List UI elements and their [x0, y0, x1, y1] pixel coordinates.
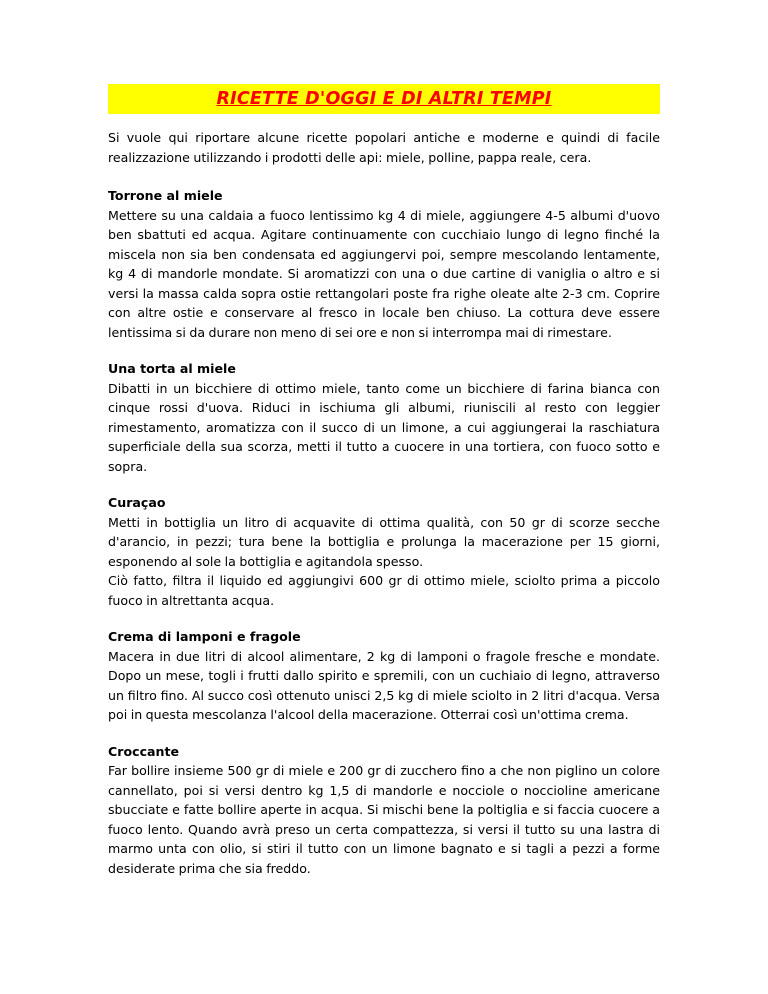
recipe-text: Mettere su una caldaia a fuoco lentissimo kg 4 di miele, aggiungere 4-5 albumi d'uovo ben sbattuti ed acqua. Agitare continuamente con cucchiaio lungo di legno finché la miscela non sia ben condensata ed aggiungervi poi, sempre mescolando lentamente, kg 4 di mandorle mondate. Si aromatizzi con una o due cartine di vaniglia o altro e si versi la massa calda sopra ostie rettangolari poste fra righe oleate alte 2-3 cm. Coprire con altre ostie e conservare al fresco in locale ben chiuso. La cottura deve essere lentissima si da durare non meno di sei ore e non si interrompa mai di rimestare.	[108, 207, 660, 340]
recipe-text: Macera in due litri di alcool alimentare, 2 kg di lamponi o fragole fresche e mondate. Dopo un mese, togli i frutti dallo spirito e spremili, con un cuchiaio di legno, attraverso un filtro fino. Al succo così ottenuto unisci 2,5 kg di miele sciolto in 2 litri d'acqua. Versa poi in questa mescolanza l'alcool della macerazione. Otterrai così un'ottima crema.	[108, 648, 660, 722]
recipe-title: Croccante	[108, 743, 180, 759]
document-title: RICETTE D'OGGI E DI ALTRI TEMPI	[216, 89, 552, 109]
recipe-curacao	[108, 493, 660, 610]
document-page	[108, 84, 660, 895]
recipe-text: Dibatti in un bicchiere di ottimo miele, tanto come un bicchiere di farina bianca con cinque rossi d'uova. Riduci in ischiuma gli albumi, riuniscili al resto con leggier rimestamento, aromatizza con il succo di un limone, a cui aggiungerai la raschiatura superficiale della sua scorza, metti il tutto a cuocere in una tortiera, con fuoco sotto e sopra.	[108, 380, 660, 474]
recipe-croccante	[108, 742, 660, 879]
recipe-crema	[108, 627, 660, 725]
recipe-title: Crema di lamponi e fragole	[108, 629, 301, 644]
title-banner	[108, 84, 660, 114]
recipe-torrone	[108, 186, 660, 342]
recipe-torta	[108, 359, 660, 476]
recipe-title: Una torta al miele	[108, 361, 236, 376]
recipe-text: Ciò fatto, filtra il liquido ed aggiungivi 600 gr di ottimo miele, sciolto prima a piccolo fuoco in altrettanta acqua.	[108, 573, 660, 608]
recipe-text: Far bollire insieme 500 gr di miele e 200 gr di zucchero fino a che non piglino un colore cannellato, poi si versi dentro kg 1,5 di mandorle e nocciole o noccioline americane sbucciate e fatte bollire aperte in acqua. Si mischi bene la poltiglia e si faccia cuocere a fuoco lento. Quando avrà preso un certa compattezza, si versi il tutto su una lastra di marmo unta con olio, si stiri il tutto con un limone bagnato e si tagli a pezzi a forme desiderate prima che sia freddo.	[108, 763, 660, 876]
recipe-title: Torrone al miele	[108, 188, 223, 203]
recipe-text: Metti in bottiglia un litro di acquavite di ottima qualità, con 50 gr di scorze secche d'arancio, in pezzi; tura bene la bottiglia e prolunga la macerazione per 15 giorni, esponendo al sole la bottiglia e agitandola spesso.	[108, 514, 660, 569]
recipe-title: Curaçao	[108, 495, 166, 510]
intro-paragraph: Si vuole qui riportare alcune ricette popolari antiche e moderne e quindi di facile realizzazione utilizzando i prodotti delle api: miele, polline, pappa reale, cera.	[108, 130, 660, 165]
